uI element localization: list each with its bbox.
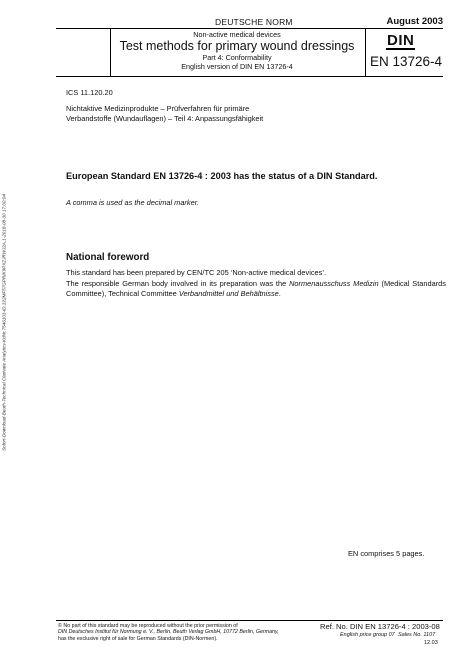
national-foreword-paragraph-2 xyxy=(66,279,446,298)
revision-code: 12.03 xyxy=(424,640,438,646)
copyright-line-1: © No part of this standard may be reproduced without the prior permission of xyxy=(58,623,238,629)
committee-name-de: Normenausschuss Medizin xyxy=(289,279,379,288)
din-logo: DIN xyxy=(387,32,415,49)
paragraph-text: The responsible German body involved in its preparation was the xyxy=(66,279,290,288)
german-title xyxy=(66,104,426,123)
version-line: English version of DIN EN 13726-4 xyxy=(181,62,293,71)
decimal-marker-note: A comma is used as the decimal marker. xyxy=(66,198,199,207)
part-line: Part 4: Conformability xyxy=(202,53,272,62)
document-title: Test methods for primary wound dressings xyxy=(119,39,355,53)
document-type-label: DEUTSCHE NORM xyxy=(215,17,293,27)
european-standard-statement: European Standard EN 13726-4 : 2003 has the status of a DIN Standard. xyxy=(66,171,378,181)
copyright-line-3: has the exclusive right of sale for German Standards (DIN-Normen). xyxy=(58,635,218,642)
german-title-line-2: Verbandstoffe (Wundauflagen) – Teil 4: Anpassungsfähigkeit xyxy=(66,113,264,123)
title-block-right-divider xyxy=(365,28,366,76)
national-foreword-paragraph-1: This standard has been prepared by CEN/TC 205 ‘Non-active medical devices’. xyxy=(66,268,327,277)
page-count-note: EN comprises 5 pages. xyxy=(348,549,425,558)
copyright-notice xyxy=(58,623,328,642)
title-center xyxy=(110,30,364,71)
german-title-line-1: Nichtaktive Medizinprodukte – Prüfverfahren für primäre xyxy=(66,104,250,113)
subject-line: Non-active medical devices xyxy=(193,30,281,39)
download-watermark: Sofort-Download-Beuth-Technical Clarivate Analytics-KdNr.7546103-ID.322MF57GPRIK9PXZJRWJ2A.1-2018-08-30 17:00:04 xyxy=(1,194,7,451)
ics-code: ICS 11.120.20 xyxy=(66,88,113,97)
paragraph-text: (Medical Standards Committee), Technical Committee xyxy=(66,279,446,298)
national-foreword-heading: National foreword xyxy=(66,252,150,263)
price-group: English price group 07 xyxy=(340,632,395,638)
publication-date: August 2003 xyxy=(386,16,443,27)
footer-rule xyxy=(56,620,443,621)
sales-number: Sales No. 1107 xyxy=(398,632,436,638)
paragraph-text: . xyxy=(278,288,281,298)
copyright-line-2: DIN Deutsches Institut für Normung e. V., Berlin. Beuth Verlag GmbH, 10772 Berlin, Germany, xyxy=(58,629,279,636)
technical-committee-name: Verbandmittel und Behältnisse xyxy=(178,288,279,298)
standard-number: EN 13726-4 xyxy=(370,54,443,69)
reference-number: Ref. No. DIN EN 13726-4 : 2003-08 xyxy=(320,622,440,631)
